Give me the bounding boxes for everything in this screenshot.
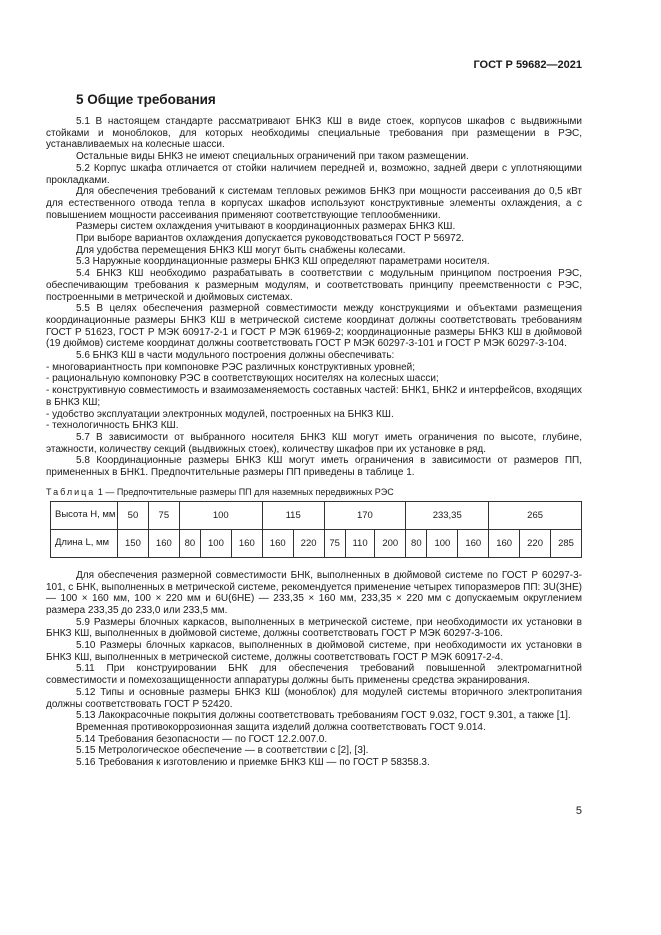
paragraph: 5.14 Требования безопасности — по ГОСТ 12.2.007.0. (76, 733, 328, 745)
paragraph: 5.8 Координационные размеры БНКЗ КШ могут иметь ограничения в зависимости от размеров ПП, примененных в БНК1. Предпочтительные размеры ПП приведены в таблице 1. (46, 455, 582, 479)
list-item: - многовариантность при компоновке РЭС различных конструктивных уровней; (46, 361, 416, 373)
paragraph: Для обеспечения размерной совместимости БНК, выполненных в дюймовой системе по ГОСТ Р 60297-3-101, с БНК, выполненных в метрической системе, рекомендуется применение четырех типоразмеров ПП: 3U(3НЕ) — 100 × 160 мм, 100 × 220 мм и 6U(6НЕ) — 233,35 × 160 мм, 233,35 × 220 мм с допускаемым округлением размера 233,35 до 233,0 или 233,5 мм. (46, 569, 582, 616)
paragraph: Временная противокоррозионная защита изделий должна соответствовать ГОСТ 9.014. (76, 721, 486, 733)
paragraph: Для удобства перемещения БНКЗ КШ могут быть снабжены колесами. (76, 244, 406, 256)
page-number: 5 (575, 805, 582, 817)
table-cell: 220 (520, 529, 551, 557)
table-cell: 160 (231, 529, 262, 557)
paragraph: 5.7 В зависимости от выбранного носителя БНКЗ КШ могут иметь ограничения по высоте, глубине, этажности, количеству секций (выдвижных стоек), количеству шкафов при их установке в ряд. (46, 431, 582, 455)
table-row-heights (51, 501, 582, 529)
paragraph: При выборе вариантов охлаждения допускается руководствоваться ГОСТ Р 56972. (76, 233, 465, 245)
paragraph: 5.5 В целях обеспечения размерной совместимости между конструкциями и объектами размещения координационные размеры БНКЗ КШ в метрической системе координат должны соответствовать требованиям ГОСТ Р 51623, ГОСТ Р МЭК 60917-2-1 и ГОСТ Р МЭК 61969-2; координационные размеры БНКЗ КШ в дюймовой (19 дюймов) системе координат должны соответствовать ГОСТ Р МЭК 60297-3-101 и ГОСТ Р МЭК 60297-3-104. (46, 303, 582, 350)
row-header-length: Длина L, мм (51, 529, 118, 557)
paragraph: 5.9 Размеры блочных каркасов, выполненных в метрической системе, при необходимости их установки в БНКЗ КШ, выполненных в дюймовой системе, должны соответствовать ГОСТ Р МЭК 60297-3-106. (46, 616, 582, 640)
table-cell: 160 (458, 529, 489, 557)
table-cell: 233,35 (406, 501, 489, 529)
paragraphs-before-table (46, 116, 582, 479)
table-cell: 50 (118, 501, 149, 529)
table-caption-text: 1 — Предпочтительные размеры ПП для наземных передвижных РЭС (97, 486, 394, 497)
main-content (46, 92, 582, 769)
table-cell: 160 (489, 529, 520, 557)
table-cell: 160 (262, 529, 293, 557)
paragraph: 5.3 Наружные координационные размеры БНКЗ КШ определяют параметрами носителя. (76, 256, 490, 268)
table-cell: 115 (262, 501, 324, 529)
paragraph: 5.10 Размеры блочных каркасов, выполненных в дюймовой системе, при необходимости их установки в БНКЗ КШ, выполненных в метрической системе, должны соответствовать ГОСТ Р МЭК 60917-2-4. (46, 640, 582, 663)
paragraphs-after-table (46, 570, 582, 769)
table-cell: 110 (345, 529, 375, 557)
section-title: 5 Общие требования (76, 92, 216, 107)
paragraph: 5.16 Требования к изготовлению и приемке БНКЗ КШ — по ГОСТ Р 58358.3. (76, 757, 430, 769)
table-cell: 285 (551, 529, 582, 557)
table-caption (46, 487, 582, 497)
table-caption-label: Таблица (46, 486, 96, 497)
table-cell: 265 (489, 501, 582, 529)
paragraph: 5.11 При конструировании БНК для обеспечения требований повышенной электромагнитной совместимости и помехозащищенности аппаратуры должны быть применены средства экранирования. (46, 663, 582, 687)
list-item: - конструктивную совместимость и взаимозаменяемость составных частей: БНК1, БНК2 и интерфейсов, входящих в БНКЗ КШ; (46, 385, 582, 408)
table-cell: 100 (200, 529, 231, 557)
table-cell: 80 (406, 529, 427, 557)
table-cell: 150 (118, 529, 149, 557)
document-id-header: ГОСТ Р 59682—2021 (473, 59, 582, 71)
table-cell: 170 (324, 501, 406, 529)
paragraph: 5.13 Лакокрасочные покрытия должны соответствовать требованиям ГОСТ 9.032, ГОСТ 9.301, а также [1]. (76, 710, 571, 722)
table-cell: 160 (148, 529, 179, 557)
paragraph: Размеры систем охлаждения учитывают в координационных размерах БНКЗ КШ. (76, 221, 456, 233)
table-cell: 75 (324, 529, 345, 557)
paragraph: 5.2 Корпус шкафа отличается от стойки наличием передней и, возможно, задней двери с уплотняющими прокладками. (46, 162, 582, 186)
table-cell: 100 (427, 529, 458, 557)
list-item: - рациональную компоновку РЭС в соответствующих носителях на колесных шасси; (46, 373, 439, 385)
paragraph: 5.4 БНКЗ КШ необходимо разрабатывать в соответствии с модульным принципом построения РЭС, обеспечивающим требования к размерным модулям, и соответствовать принципу преемственности с РЭС, построенными в метрической и дюймовых системах. (46, 268, 582, 303)
table-cell: 75 (148, 501, 179, 529)
paragraph: Остальные виды БНКЗ не имеют специальных ограничений при таком размещении. (76, 151, 469, 163)
paragraph: 5.1 В настоящем стандарте рассматривают БНКЗ КШ в виде стоек, корпусов шкафов с выдвижными стойками и моноблоков, для которых необходимы специальные требования при размещении в РЭС, устанавливаемых на колесные шасси. (46, 116, 582, 151)
table-cell: 200 (375, 529, 406, 557)
paragraph: Для обеспечения требований к системам тепловых режимов БНКЗ при мощности рассеивания до 0,5 кВт для естественного отвода тепла в корпусах шкафов используют конструктивные элементы охлаждения, а с повышением мощности рассеивания применяют соответствующие теплообменники. (46, 186, 582, 221)
paragraph: 5.6 БНКЗ КШ в части модульного построения должны обеспечивать: (76, 350, 395, 362)
row-header-height: Высота H, мм (51, 501, 118, 529)
table-cell: 80 (179, 529, 200, 557)
list-item: - технологичность БНКЗ КШ. (46, 420, 179, 432)
table-cell: 100 (179, 501, 262, 529)
paragraph: 5.12 Типы и основные размеры БНКЗ КШ (моноблок) для модулей системы вторичного электропитания должны соответствовать ГОСТ Р 52420. (46, 686, 582, 710)
table-cell: 220 (293, 529, 324, 557)
paragraph: 5.15 Метрологическое обеспечение — в соответствии с [2], [3]. (76, 745, 369, 757)
pcb-sizes-table (50, 501, 582, 558)
table-row-lengths (51, 529, 582, 557)
list-item: - удобство эксплуатации электронных модулей, построенных на БНКЗ КШ. (46, 408, 394, 420)
